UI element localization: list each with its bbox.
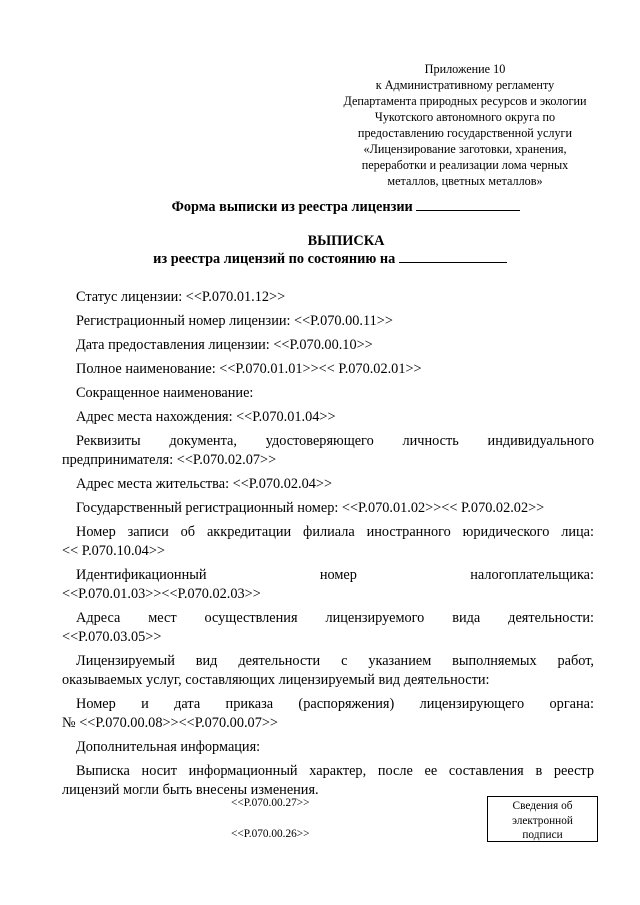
field-text-continuation: оказываемых услуг, составляющих лицензируемый вид деятельности: (62, 672, 490, 688)
annex-line: переработки и реализации лома черных (361, 158, 569, 172)
field-item (62, 652, 594, 690)
field-list (62, 288, 594, 800)
annex-line: Департамента природных ресурсов и экологии (343, 94, 587, 108)
field-text-continuation: <<P.070.01.03>><<P.070.02.03>> (62, 586, 261, 602)
field-text: Выписка носит информационный характер, после ее составления в реестр (76, 763, 594, 779)
annex-line: Чукотского автономного округа по (374, 110, 556, 124)
blank-line (399, 261, 507, 263)
field-item (62, 499, 594, 518)
field-text-continuation: предпринимателя: <<P.070.02.07>> (62, 452, 277, 468)
signature-code: <<P.070.00.27>> (231, 797, 310, 809)
field-item (62, 566, 594, 604)
field-text-continuation: <<P.070.03.05>> (62, 629, 162, 645)
field-text: Идентификационный номер налогоплательщика: (76, 567, 594, 583)
annex-line: Приложение 10 (424, 62, 506, 76)
signature-box-line: Сведения об (512, 800, 573, 812)
field-item (62, 360, 594, 379)
field-text: Полное наименование: <<P.070.01.01>><< P.070.02.01>> (76, 361, 422, 377)
form-title (0, 199, 640, 216)
field-text: Реквизиты документа, удостоверяющего личность индивидуального (76, 433, 594, 449)
field-text: Статус лицензии: <<P.070.01.12>> (76, 289, 286, 305)
document-title: ВЫПИСКА (307, 233, 385, 249)
field-item (62, 609, 594, 647)
field-item (62, 523, 594, 561)
field-item (62, 408, 594, 427)
signature-box-line: электронной (512, 814, 573, 827)
field-text: Сокращенное наименование: (76, 385, 254, 401)
field-text: Дополнительная информация: (76, 739, 261, 755)
field-text: Лицензируемый вид деятельности с указанием выполняемых работ, (76, 653, 594, 669)
blank-line (416, 209, 520, 211)
field-text: Номер и дата приказа (распоряжения) лицензирующего органа: (76, 696, 594, 712)
field-item (62, 762, 594, 800)
field-text: Номер записи об аккредитации филиала иностранного юридического лица: (76, 524, 594, 540)
field-item (62, 312, 594, 331)
field-text: Государственный регистрационный номер: <<P.070.01.02>><< P.070.02.02>> (76, 500, 545, 516)
document-subtitle-text: из реестра лицензий по состоянию на (153, 251, 396, 267)
field-text-continuation: № <<P.070.00.08>><<P.070.00.07>> (62, 715, 278, 731)
annex-header (330, 61, 600, 189)
field-item (62, 738, 594, 757)
signature-box-line: подписи (522, 829, 563, 841)
field-text: Регистрационный номер лицензии: <<P.070.00.11>> (76, 313, 393, 329)
annex-line: металлов, цветных металлов» (387, 174, 543, 188)
field-text-continuation: лицензий могли быть внесены изменения. (62, 782, 319, 798)
field-item (62, 336, 594, 355)
field-text-continuation: << P.070.10.04>> (62, 543, 165, 559)
field-item (62, 384, 594, 403)
field-text: Дата предоставления лицензии: <<P.070.00.10>> (76, 337, 373, 353)
signature-box (487, 796, 598, 842)
annex-line: «Лицензирование заготовки, хранения, (363, 142, 567, 156)
field-text: Адрес места жительства: <<P.070.02.04>> (76, 476, 333, 492)
form-title-text: Форма выписки из реестра лицензии (171, 199, 413, 215)
field-item (62, 475, 594, 494)
field-text: Адреса мест осуществления лицензируемого вида деятельности: (76, 610, 594, 626)
annex-line: предоставлению государственной услуги (357, 126, 573, 140)
annex-line: к Административному регламенту (375, 78, 555, 92)
document-subtitle (0, 251, 640, 268)
field-item (62, 695, 594, 733)
field-item (62, 432, 594, 470)
field-text: Адрес места нахождения: <<P.070.01.04>> (76, 409, 336, 425)
field-item (62, 288, 594, 307)
signature-code: <<P.070.00.26>> (231, 828, 310, 840)
